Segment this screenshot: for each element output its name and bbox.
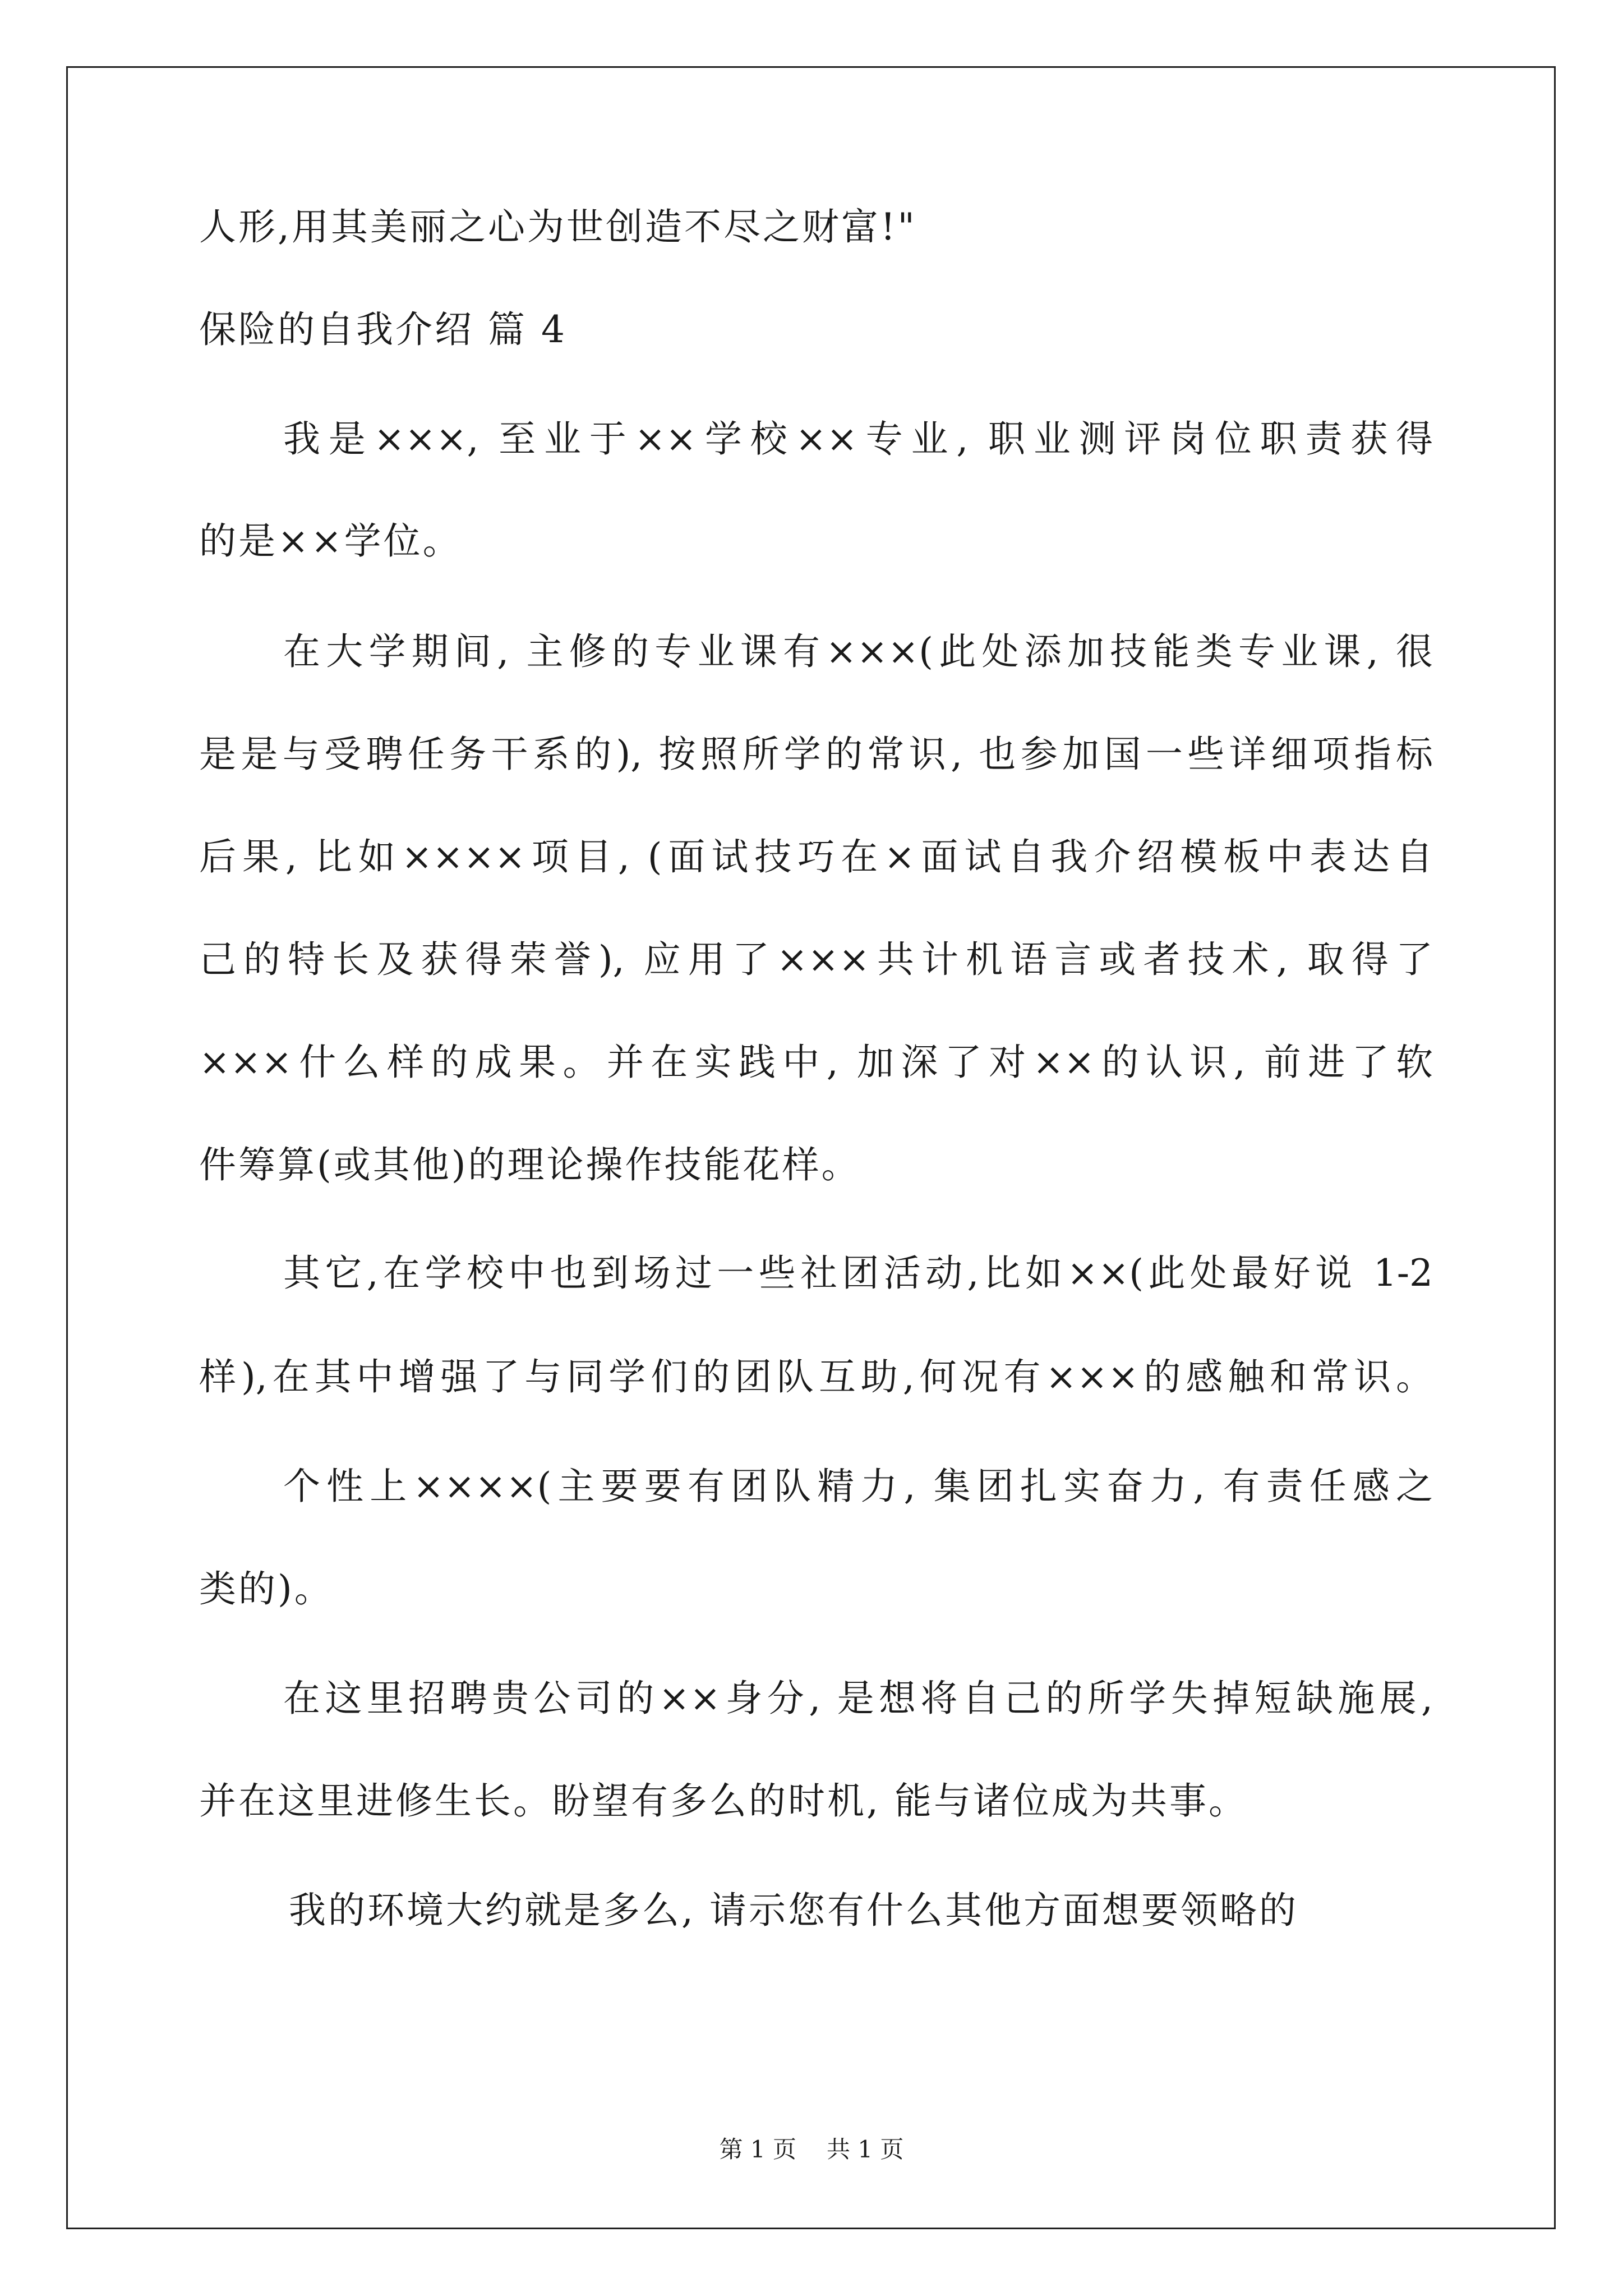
text-line: 其它,在学校中也到场过一些社团活动,比如××(此处最好说 1-2 (283, 1251, 1433, 1295)
text-line: 己的特长及获得荣誉), 应用了×××共计机语言或者技术, 取得了 (199, 938, 1433, 981)
text-line: 样),在其中增强了与同学们的团队互助,何况有×××的感触和常识。 (199, 1355, 1433, 1398)
text-line: 我的环境大约就是多么, 请示您有什么其他方面想要领略的 (289, 1889, 1298, 1932)
section-heading: 保险的自我介绍 篇 4 (199, 308, 567, 351)
text-line: 件筹算(或其他)的理论操作技能花样。 (199, 1143, 861, 1186)
text-line: 的是××学位。 (199, 519, 462, 563)
text-line: 我是×××, 至业于××学校××专业, 职业测评岗位职责获得 (283, 417, 1433, 461)
text-line: 个性上××××(主要要有团队精力, 集团扎实奋力, 有责任感之 (283, 1465, 1433, 1508)
page-total: 共 1 页 (827, 2136, 904, 2163)
text-line: 在大学期间, 主修的专业课有×××(此处添加技能类专业课, 很 (283, 630, 1433, 673)
page-number: 第 1 页 (719, 2136, 796, 2163)
text-line: 人形,用其美丽之心为世创造不尽之财富!" (199, 205, 917, 249)
text-line: 在这里招聘贵公司的××身分, 是想将自己的所学失掉短缺施展, (283, 1677, 1433, 1720)
text-line: 后果, 比如××××项目, (面试技巧在×面试自我介绍模板中表达自 (199, 835, 1433, 878)
text-line: ×××什么样的成果。并在实践中, 加深了对××的认识, 前进了软 (199, 1041, 1433, 1084)
text-line: 并在这里进修生长。盼望有多么的时机, 能与诸位成为共事。 (199, 1779, 1248, 1823)
text-line: 是是与受聘任务干系的), 按照所学的常识, 也参加国一些详细项指标 (199, 733, 1433, 776)
page-footer (0, 2133, 1623, 2166)
text-line: 类的)。 (199, 1567, 334, 1611)
